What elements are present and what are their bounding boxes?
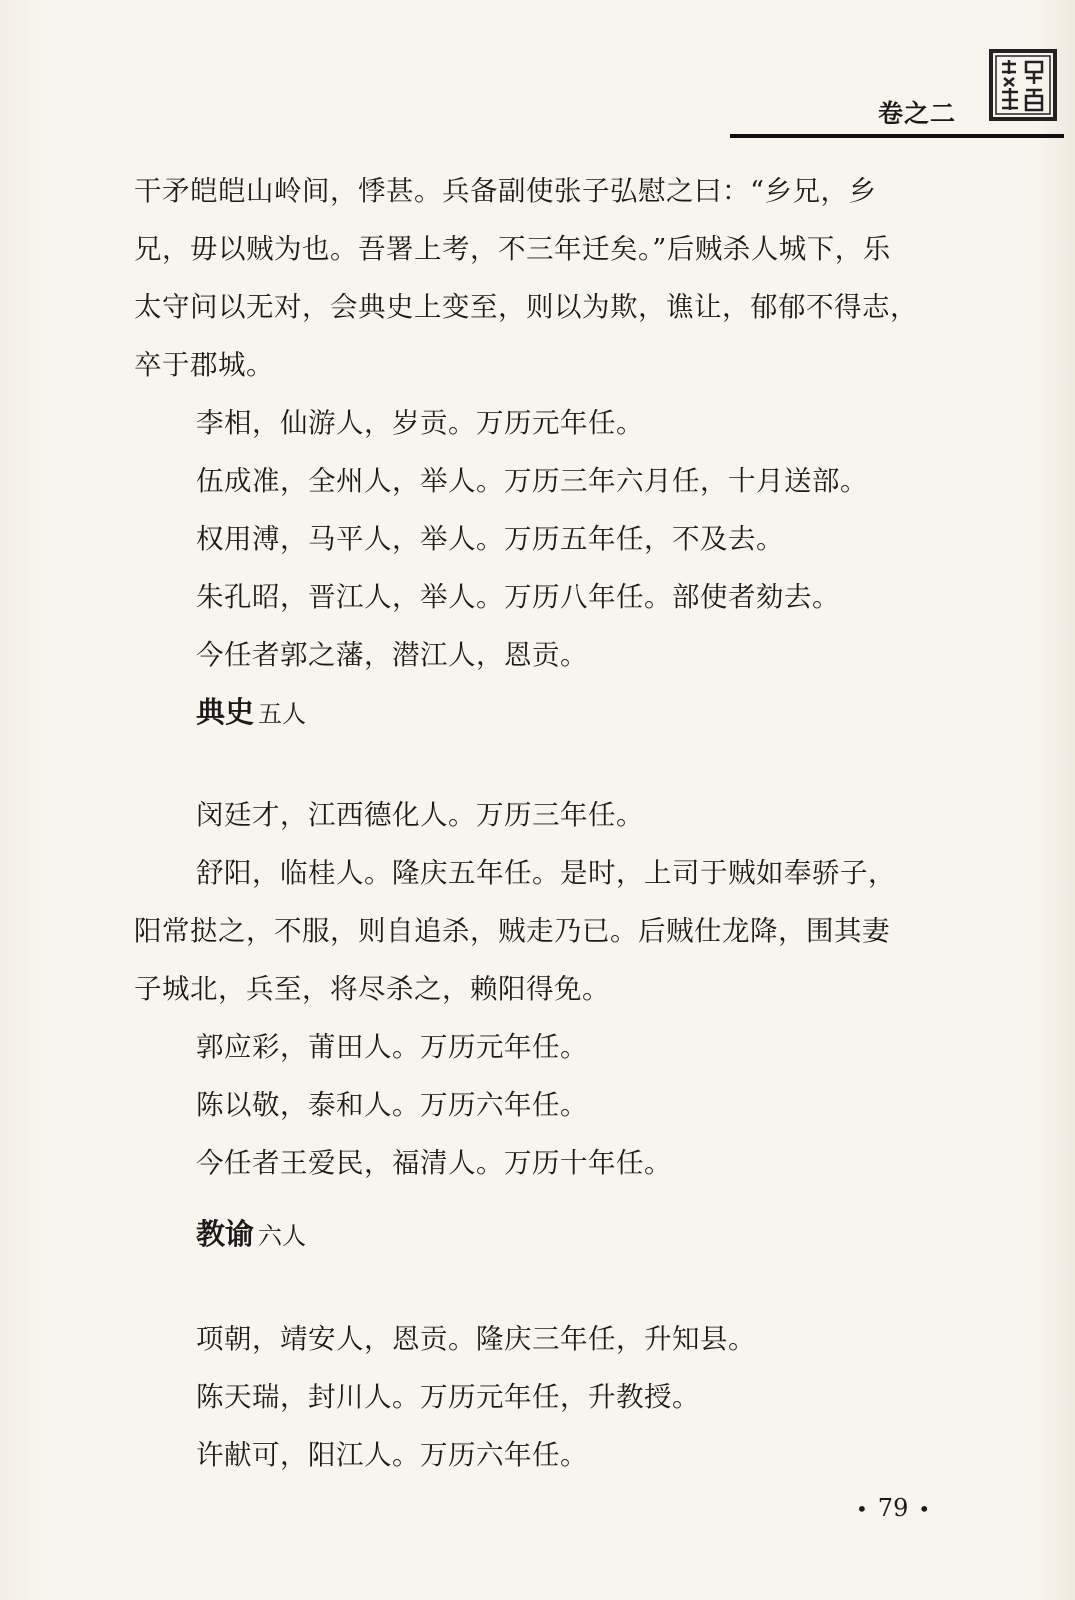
body-text-jiaoyu [134, 1310, 974, 1484]
body-text-dianshi [134, 786, 974, 1192]
page-number [846, 1494, 940, 1522]
entry-line: 陈天瑞，封川人。万历元年任，升教授。 [196, 1381, 700, 1413]
section-heading-dianshi [196, 690, 306, 731]
entry-line: 子城北，兵至，将尽杀之，赖阳得免。 [134, 973, 610, 1005]
paragraph-line: 兄，毋以贼为也。吾署上考，不三年迁矣。”后贼杀人城下，乐 [134, 233, 891, 265]
section-title: 典史 [196, 695, 255, 729]
running-header-title: 卷之二 [878, 99, 957, 128]
body-text-top [134, 162, 974, 684]
paragraph-line: 卒于郡城。 [134, 349, 274, 381]
section-count: 五人 [258, 700, 307, 728]
entry-line: 今任者郭之藩，潜江人，恩贡。 [196, 639, 588, 671]
entry-line: 项朝，靖安人，恩贡。隆庆三年任，升知县。 [196, 1323, 756, 1355]
entry-line: 李相，仙游人，岁贡。万历元年任。 [196, 407, 644, 439]
section-title: 教谕 [196, 1217, 255, 1251]
paragraph-line: 干矛皑皑山岭间，悸甚。兵备副使张子弘慰之曰：“乡兄，乡 [134, 175, 877, 207]
entry-line: 今任者王爱民，福清人。万历十年任。 [196, 1147, 672, 1179]
entry-line: 伍成准，全州人，举人。万历三年六月任，十月送部。 [196, 465, 868, 497]
entry-line: 郭应彩，莆田人。万历元年任。 [196, 1031, 588, 1063]
entry-line: 陈以敬，泰和人。万历六年任。 [196, 1089, 588, 1121]
entry-line: 权用溥，马平人，举人。万历五年任，不及去。 [196, 523, 784, 555]
paragraph-line: 太守问以无对，会典史上变至，则以为欺，谯让，郁郁不得志， [134, 291, 918, 323]
section-heading-jiaoyu [196, 1212, 306, 1253]
entry-line: 舒阳，临桂人。隆庆五年任。是时，上司于贼如奉骄子， [196, 857, 896, 889]
section-count: 六人 [258, 1222, 307, 1250]
page-number-value: 79 [877, 1494, 909, 1522]
header-rule [730, 134, 1064, 138]
seal-stamp-icon [988, 48, 1058, 122]
entry-line: 许献可，阳江人。万历六年任。 [196, 1439, 588, 1471]
bullet-right: • [918, 1497, 931, 1521]
entry-line: 朱孔昭，晋江人，举人。万历八年任。部使者劾去。 [196, 581, 840, 613]
entry-line: 阳常挞之，不服，则自追杀，贼走乃已。后贼仕龙降，围其妻 [134, 915, 890, 947]
entry-line: 闵廷才，江西德化人。万历三年任。 [196, 799, 644, 831]
bullet-left: • [856, 1497, 868, 1521]
